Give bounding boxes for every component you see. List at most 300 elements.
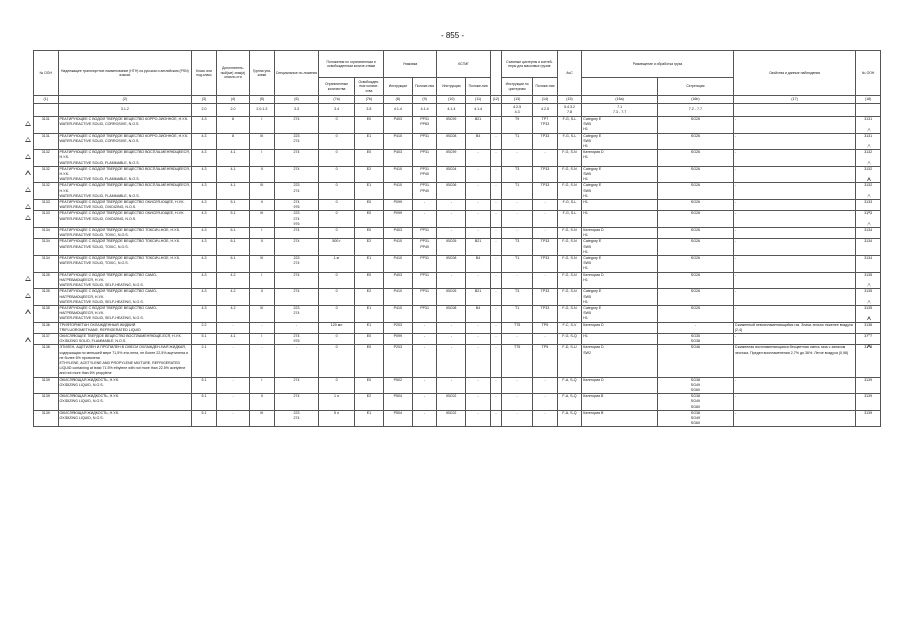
segregation-cell: -	[658, 322, 734, 333]
subsidiary-cell: 5.1	[216, 200, 249, 211]
header-col12	[490, 51, 501, 96]
name-en: WATER-REACTIVE SOLID, SELF-HEATING, N.O.S.	[59, 283, 144, 288]
tank-instruction-cell: -	[502, 228, 533, 239]
colref: 3.3	[274, 104, 319, 117]
special-provisions-cell: 223 274 976	[274, 211, 319, 228]
table-row	[34, 166, 881, 183]
ibc-provision-cell: -	[466, 394, 491, 411]
un-number-right-cell: 3133	[856, 200, 881, 211]
packing-instruction-cell: P410	[383, 239, 412, 256]
packing-provision-cell: -	[412, 211, 437, 228]
table-row	[34, 239, 881, 256]
page-number: - 855 -	[440, 31, 465, 40]
colnum: (17)	[733, 96, 856, 104]
subsidiary-cell: 4.2	[216, 289, 249, 306]
amendment-triangle-icon	[25, 337, 31, 342]
packing-group-cell: II	[250, 166, 275, 183]
special-provisions-cell: 274 976	[274, 333, 319, 344]
segregation-cell: SG26	[658, 289, 734, 306]
excepted-quantity-cell: E1	[354, 305, 383, 322]
stowage-cell: Категория D	[582, 377, 658, 394]
un-number-cell: 3139	[34, 377, 59, 394]
stowage-cell: Category E SW5 H1	[582, 239, 658, 256]
subsidiary-cell: -	[216, 410, 249, 427]
ibc-instruction-cell: -	[437, 322, 466, 333]
packing-group-cell: III	[250, 305, 275, 322]
tank-instruction-cell: T3	[502, 166, 533, 183]
packing-instruction-cell: P099	[383, 333, 412, 344]
name-en: WATER-REACTIVE SOLID, CORROSIVE, N.O.S.	[59, 122, 140, 127]
header-ems: АчС	[557, 51, 582, 96]
subsidiary-cell: 5.1	[216, 211, 249, 228]
ibc-instruction-cell: IBC08	[437, 305, 466, 322]
col12-cell: -	[490, 394, 501, 411]
amendment-triangle-icon	[867, 222, 871, 226]
name-cell	[58, 377, 192, 394]
limited-quantity-cell: 1 кг	[319, 256, 355, 273]
packing-instruction-cell: P410	[383, 166, 412, 183]
limited-quantity-cell: 0	[319, 183, 355, 200]
tank-instruction-cell: T3	[502, 289, 533, 306]
ems-cell: F-G, S-N	[557, 239, 582, 256]
limited-quantity-cell: 0	[319, 200, 355, 211]
colnum: (7b)	[354, 96, 383, 104]
packing-instruction-cell: P403	[383, 228, 412, 239]
stowage-cell: Category E SW5 H1	[582, 183, 658, 200]
name-en: WATER-REACTIVE SOLID, TOXIC, N.O.S.	[59, 244, 129, 249]
subsidiary-cell: 4.1	[216, 166, 249, 183]
ibc-provision-cell: B21	[466, 239, 491, 256]
properties-cell: -	[733, 211, 856, 228]
name-en: WATER-REACTIVE SOLID, SELF-HEATING, N.O.S.	[59, 316, 144, 321]
table-body	[34, 117, 881, 427]
ibc-provision-cell: -	[466, 272, 491, 289]
packing-group-cell: III	[250, 256, 275, 273]
table-header	[34, 51, 881, 117]
stowage-cell: H1	[582, 211, 658, 228]
header-class: Класс или под-класс	[192, 51, 217, 96]
header-limited-quantities: Ограниченные количества	[319, 78, 355, 96]
colref: 4.2.5	[533, 104, 558, 117]
special-provisions-cell: 223 274	[274, 183, 319, 200]
subsidiary-cell: 8	[216, 133, 249, 150]
col12-cell: -	[490, 377, 501, 394]
colref: 3.1.2	[58, 104, 192, 117]
un-number-right-cell: 3132	[856, 166, 881, 183]
packing-provision-cell: -	[412, 377, 437, 394]
tank-provision-cell: TP5	[533, 322, 558, 333]
packing-instruction-cell: P403	[383, 272, 412, 289]
amendment-triangle-icon	[867, 300, 871, 304]
amendment-triangle-icon	[867, 177, 871, 181]
packing-group-cell: -	[250, 345, 275, 377]
col12-cell: -	[490, 272, 501, 289]
properties-cell: Сжиженный невоспламеняющийся газ. Значи-тельно тяжелее воздуха (2,4)	[733, 322, 856, 333]
name-ru: РЕАГИРУЮЩЕЕ С ВОДОЙ ТВЕРДОЕ ВЕЩЕСТВО ВОСПЛА-МЕНЯЮЩЕЕСЯ, Н.У.К.	[59, 183, 190, 193]
header-proper-shipping-name: Надлежащее транспортное наименование (НТН) на русском и английском (PSN) языках	[58, 51, 192, 96]
packing-provision-cell: PP31 PP40	[412, 239, 437, 256]
tank-provision-cell: TP33	[533, 133, 558, 150]
packing-provision-cell: -	[412, 200, 437, 211]
segregation-cell: SG26	[658, 183, 734, 200]
un-number-cell: 3139	[34, 410, 59, 427]
properties-cell: -	[733, 256, 856, 273]
tank-instruction-cell: -	[502, 150, 533, 167]
un-number-right-cell: 3138	[856, 345, 881, 377]
packing-group-cell: I	[250, 333, 275, 344]
tank-instruction-cell: T75	[502, 322, 533, 333]
limited-quantity-cell: 0	[319, 211, 355, 228]
ibc-provision-cell: B21	[466, 289, 491, 306]
segregation-cell: SG35 SG38	[658, 333, 734, 344]
ibc-instruction-cell: IBC04	[437, 166, 466, 183]
column-reference-row	[34, 104, 881, 117]
tank-instruction-cell: -	[502, 333, 533, 344]
header-excepted-quantities: Освобожден-ные количе-ства	[354, 78, 383, 96]
subsidiary-cell: 4.2	[216, 272, 249, 289]
amendment-triangle-icon	[25, 154, 31, 159]
tank-provision-cell: -	[533, 410, 558, 427]
table-row	[34, 117, 881, 134]
header-ibc-group: КСГМГ	[437, 51, 490, 78]
excepted-quantity-cell: E0	[354, 200, 383, 211]
tank-provision-cell: -	[533, 200, 558, 211]
segregation-cell: SG46	[658, 345, 734, 377]
amendment-triangle-icon	[25, 215, 31, 220]
ems-cell: F-G, S-Q	[557, 333, 582, 344]
packing-group-cell: I	[250, 117, 275, 134]
segregation-cell: SG38 SG49 SG60	[658, 394, 734, 411]
limited-quantity-cell: 0	[319, 333, 355, 344]
name-en: OXIDIZING SOLID, FLAMMABLE, N.O.S.	[59, 339, 127, 344]
tank-instruction-cell: -	[502, 410, 533, 427]
stowage-cell: Category E SW5 H1	[582, 133, 658, 150]
un-number-right-cell: 3133	[856, 211, 881, 228]
properties-cell: -	[733, 377, 856, 394]
amendment-triangle-icon	[867, 333, 871, 337]
tank-instruction-cell: T1	[502, 256, 533, 273]
special-provisions-cell: 274	[274, 228, 319, 239]
subsidiary-cell: 4.1	[216, 333, 249, 344]
limited-quantity-cell: 0	[319, 289, 355, 306]
colnum: (16b)	[658, 96, 734, 104]
un-number-cell: 3134	[34, 228, 59, 239]
ibc-instruction-cell: IBC99	[437, 117, 466, 134]
properties-cell: -	[733, 305, 856, 322]
segregation-cell: SG26	[658, 228, 734, 239]
ibc-provision-cell: B4	[466, 305, 491, 322]
un-number-right-cell: 3135	[856, 305, 881, 322]
tank-provision-cell: -	[533, 228, 558, 239]
excepted-quantity-cell: E1	[354, 133, 383, 150]
packing-provision-cell: PP31	[412, 289, 437, 306]
table-row	[34, 322, 881, 333]
special-provisions-cell: 274	[274, 239, 319, 256]
col12-cell: -	[490, 150, 501, 167]
stowage-cell: Категория D H1	[582, 228, 658, 239]
limited-quantity-cell: 0	[319, 166, 355, 183]
tank-instruction-cell: T1	[502, 305, 533, 322]
ems-cell: F-G, S-L	[557, 200, 582, 211]
un-number-right-cell: 3139	[856, 377, 881, 394]
header-stowage	[582, 78, 658, 96]
un-number-right-cell: 3139	[856, 394, 881, 411]
un-number-right-cell: 3132	[856, 150, 881, 167]
tank-provision-cell: TP33	[533, 239, 558, 256]
class-cell: 4.3	[192, 200, 217, 211]
properties-cell: -	[733, 150, 856, 167]
table-row	[34, 133, 881, 150]
packing-provision-cell: PP31	[412, 305, 437, 322]
table-row	[34, 183, 881, 200]
name-ru: ОКИСЛЯЮЩЕЕ ТВЕРДОЕ ВЕЩЕСТВО ВОСПЛАМЕНЯЮЩЕ-ЕСЯ, Н.У.К.	[59, 333, 182, 338]
amendment-triangle-icon	[25, 137, 31, 142]
ems-cell: F-A, S-Q	[557, 394, 582, 411]
name-ru: РЕАГИРУЮЩЕЕ С ВОДОЙ ТВЕРДОЕ ВЕЩЕСТВО КОРРО-ЗИОННОЕ, Н.У.К.	[59, 133, 189, 138]
name-ru: РЕАГИРУЮЩЕЕ С ВОДОЙ ТВЕРДОЕ ВЕЩЕСТВО САМО-НАГРЕВАЮЩЕЕСЯ, Н.У.К.	[59, 305, 157, 316]
colref: 4.2.5 4.3	[502, 104, 533, 117]
ibc-instruction-cell: IBC99	[437, 150, 466, 167]
packing-group-cell: III	[250, 133, 275, 150]
header-tank-provisions: Положе-ния	[533, 78, 558, 96]
colref: 3.5	[354, 104, 383, 117]
name-ru: РЕАГИРУЮЩЕЕ С ВОДОЙ ТВЕРДОЕ ВЕЩЕСТВО ОКИСЛЯ-ЮЩЕЕ, Н.У.К.	[59, 200, 185, 205]
ems-cell: F-G, S-N	[557, 183, 582, 200]
header-limited-excepted: Положения по ограниченным и освобожденным количе-ствам	[319, 51, 384, 78]
packing-provision-cell: PP31 PP83	[412, 117, 437, 134]
special-provisions-cell: 274	[274, 394, 319, 411]
un-number-right-cell: 3139	[856, 410, 881, 427]
colnum: (11)	[466, 96, 491, 104]
class-cell: 2.2	[192, 322, 217, 333]
excepted-quantity-cell: E0	[354, 117, 383, 134]
ibc-provision-cell: B21	[466, 117, 491, 134]
tank-provision-cell: -	[533, 394, 558, 411]
segregation-cell: SG26	[658, 150, 734, 167]
tank-provision-cell: TP5	[533, 345, 558, 377]
colref	[34, 104, 59, 117]
colnum: (8)	[383, 96, 412, 104]
colnum: (7a)	[319, 96, 355, 104]
name-cell	[58, 228, 192, 239]
tank-provision-cell: TP33	[533, 289, 558, 306]
tank-instruction-cell: -	[502, 200, 533, 211]
un-number-cell: 3134	[34, 256, 59, 273]
class-cell: 4.3	[192, 211, 217, 228]
segregation-cell: SG26	[658, 272, 734, 289]
ems-cell: F-C, S-V	[557, 322, 582, 333]
name-cell	[58, 410, 192, 427]
colnum: (3)	[192, 96, 217, 104]
ibc-instruction-cell: IBC06	[437, 183, 466, 200]
un-number-cell: 3136	[34, 322, 59, 333]
ems-cell: F-G, S-N	[557, 150, 582, 167]
ibc-provision-cell: -	[466, 211, 491, 228]
properties-cell: -	[733, 183, 856, 200]
colref: 4.1.4	[466, 104, 491, 117]
tank-instruction-cell: -	[502, 211, 533, 228]
packing-instruction-cell: P504	[383, 394, 412, 411]
colref	[856, 104, 881, 117]
ibc-instruction-cell: -	[437, 228, 466, 239]
limited-quantity-cell: 0	[319, 345, 355, 377]
stowage-cell: Category E SW5 H1	[582, 289, 658, 306]
subsidiary-cell: 6.1	[216, 256, 249, 273]
tank-provision-cell: -	[533, 150, 558, 167]
name-ru: РЕАГИРУЮЩЕЕ С ВОДОЙ ТВЕРДОЕ ВЕЩЕСТВО ОКИСЛЯ-ЮЩЕЕ, Н.У.К.	[59, 211, 185, 216]
ibc-provision-cell: -	[466, 150, 491, 167]
class-cell: 2.1	[192, 345, 217, 377]
class-cell: 4.3	[192, 228, 217, 239]
limited-quantity-cell: 0	[319, 133, 355, 150]
tank-instruction-cell: T9	[502, 117, 533, 134]
special-provisions-cell: 274	[274, 377, 319, 394]
name-ru: РЕАГИРУЮЩЕЕ С ВОДОЙ ТВЕРДОЕ ВЕЩЕСТВО ТОКСИЧ-НОЕ, Н.У.К.	[59, 239, 181, 244]
special-provisions-cell: 274	[274, 272, 319, 289]
colref: 4.1.4	[437, 104, 466, 117]
subsidiary-cell: -	[216, 345, 249, 377]
excepted-quantity-cell: E1	[354, 410, 383, 427]
ems-cell: F-G, S-L	[557, 117, 582, 134]
col12-cell: -	[490, 211, 501, 228]
segregation-cell: SG26	[658, 133, 734, 150]
header-packing-provisions: Положе-ния	[412, 78, 437, 96]
colref: 7.1 7.3 - 7.7	[582, 104, 658, 117]
tank-instruction-cell: T1	[502, 183, 533, 200]
name-en: WATER-REACTIVE SOLID, SELF-HEATING, N.O.S.	[59, 299, 144, 304]
tank-instruction-cell: T3	[502, 239, 533, 256]
name-cell	[58, 166, 192, 183]
tank-instruction-cell: -	[502, 272, 533, 289]
class-cell: 4.3	[192, 183, 217, 200]
packing-group-cell: II	[250, 239, 275, 256]
packing-group-cell: I	[250, 228, 275, 239]
subsidiary-cell: -	[216, 394, 249, 411]
special-provisions-cell: 223 274	[274, 410, 319, 427]
packing-group-cell: I	[250, 272, 275, 289]
colref: 2.0	[192, 104, 217, 117]
packing-group-cell: III	[250, 410, 275, 427]
ibc-instruction-cell: -	[437, 200, 466, 211]
un-number-right-cell: 3134	[856, 239, 881, 256]
header-un-number: № ООН	[34, 51, 59, 96]
col12-cell: -	[490, 228, 501, 239]
header-packing-group: Группа упа-ковки	[250, 51, 275, 96]
ibc-instruction-cell: IBC02	[437, 394, 466, 411]
special-provisions-cell: 223 274	[274, 256, 319, 273]
header-subsidiary-hazard: Дополнитель-ный(ые) знак(и) опасно-сти	[216, 51, 249, 96]
excepted-quantity-cell: E0	[354, 211, 383, 228]
col12-cell: -	[490, 333, 501, 344]
tank-instruction-cell: -	[502, 394, 533, 411]
excepted-quantity-cell: E1	[354, 256, 383, 273]
header-packing-group-label: Упаковка	[383, 51, 437, 78]
special-provisions-cell: 274	[274, 117, 319, 134]
stowage-cell: Категория B	[582, 394, 658, 411]
table-row	[34, 200, 881, 211]
packing-instruction-cell: P504	[383, 410, 412, 427]
un-number-cell: 3132	[34, 183, 59, 200]
name-cell	[58, 322, 192, 333]
excepted-quantity-cell: E1	[354, 183, 383, 200]
name-en: WATER-REACTIVE SOLID, OXIDIZING, N.O.S.	[59, 216, 137, 221]
colnum: (4)	[216, 96, 249, 104]
properties-cell: -	[733, 289, 856, 306]
un-number-cell: 3131	[34, 133, 59, 150]
name-cell	[58, 117, 192, 134]
subsidiary-cell: 8	[216, 117, 249, 134]
limited-quantity-cell: 0	[319, 150, 355, 167]
colnum: (13)	[502, 96, 533, 104]
ibc-instruction-cell: IBC08	[437, 133, 466, 150]
excepted-quantity-cell: E0	[354, 333, 383, 344]
packing-group-cell: I	[250, 377, 275, 394]
header-ibc-provisions: Положе-ния	[466, 78, 491, 96]
name-ru: РЕАГИРУЮЩЕЕ С ВОДОЙ ТВЕРДОЕ ВЕЩЕСТВО ТОКСИЧ-НОЕ, Н.У.К.	[59, 228, 181, 233]
packing-provision-cell: PP31	[412, 133, 437, 150]
tank-provision-cell: TP33	[533, 166, 558, 183]
tank-instruction-cell: -	[502, 377, 533, 394]
ems-cell: F-G, S-N	[557, 305, 582, 322]
name-cell	[58, 239, 192, 256]
name-cell	[58, 333, 192, 344]
tank-provision-cell: -	[533, 333, 558, 344]
limited-quantity-cell: 0	[319, 305, 355, 322]
ibc-provision-cell: -	[466, 333, 491, 344]
stowage-cell: H1	[582, 333, 658, 344]
table-row	[34, 410, 881, 427]
packing-instruction-cell: P403	[383, 150, 412, 167]
colref	[490, 104, 501, 117]
packing-provision-cell: PP31	[412, 228, 437, 239]
limited-quantity-cell: 1 л	[319, 394, 355, 411]
amendment-triangle-icon	[867, 161, 871, 165]
table-row	[34, 333, 881, 344]
subsidiary-cell: 6.1	[216, 239, 249, 256]
name-en: WATER-REACTIVE SOLID, FLAMMABLE, N.O.S.	[59, 193, 140, 198]
un-number-right-cell: 3131	[856, 117, 881, 134]
un-number-right-cell: 3135	[856, 289, 881, 306]
un-number-cell: 3138	[34, 345, 59, 377]
stowage-cell: Категория D H1	[582, 272, 658, 289]
subsidiary-cell: -	[216, 377, 249, 394]
colnum: (18)	[856, 96, 881, 104]
ibc-provision-cell: -	[466, 200, 491, 211]
tank-provision-cell: TP33	[533, 183, 558, 200]
segregation-cell: SG38 SG49 SG60	[658, 377, 734, 394]
packing-group-cell: II	[250, 394, 275, 411]
ems-cell: F-A, S-Q	[557, 377, 582, 394]
col12-cell: -	[490, 256, 501, 273]
segregation-cell: SG26	[658, 256, 734, 273]
colnum: (15)	[557, 96, 582, 104]
properties-cell: -	[733, 394, 856, 411]
name-en: WATER-REACTIVE SOLID, FLAMMABLE, N.O.S.	[59, 177, 140, 182]
colref: 4.1.4	[383, 104, 412, 117]
ems-cell: F-G, S-N	[557, 166, 582, 183]
un-number-cell: 3135	[34, 272, 59, 289]
ibc-provision-cell: B4	[466, 256, 491, 273]
un-number-cell: 3132	[34, 150, 59, 167]
subsidiary-cell: -	[216, 322, 249, 333]
segregation-cell: SG38 SG49 SG60	[658, 410, 734, 427]
table-row	[34, 256, 881, 273]
header-segregation: Сегрегация	[658, 78, 734, 96]
properties-cell: -	[733, 133, 856, 150]
tank-provision-cell: -	[533, 272, 558, 289]
amendment-triangle-icon	[25, 276, 31, 281]
colref: 2.0	[216, 104, 249, 117]
